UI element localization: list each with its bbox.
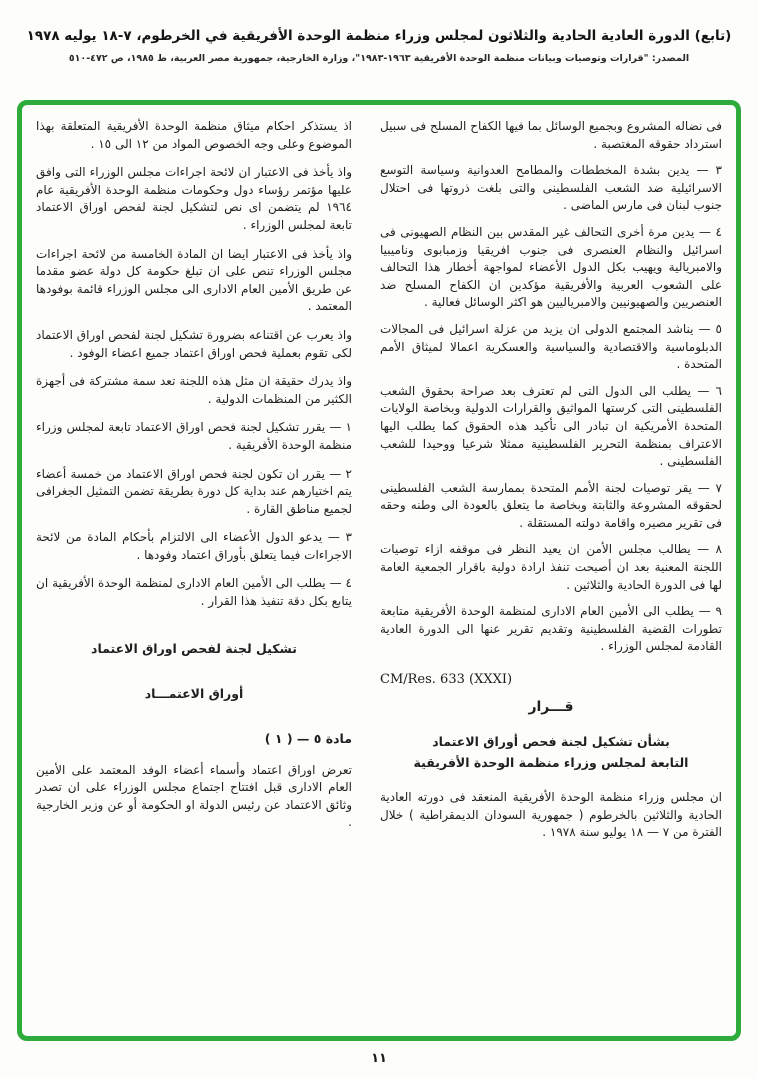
- session-title: (تابع) الدورة العادية الحادية والثلاثون لمجلس وزراء منظمة الوحدة الأفريقية في الخرطوم، ٧-١٨ يوليه ١٩٧٨: [26, 28, 732, 44]
- recital-3: واذ يأخذ فى الاعتبار ايضا ان المادة الخامسة من لائحة اجراءات مجلس الوزراء تنص على ان تبلغ حكومة كل دولة عضو مقدما عن طريق الأمين العام الادارى الى مجلس الوزراء قائمة بوفودها المعتمد .: [36, 246, 352, 314]
- closing-paragraph: تعرض اوراق اعتماد وأسماء أعضاء الوفد المعتمد على الأمين العام الادارى قبل افتتاح اجتماع مجلس الوزراء على ان تصدر وثائق الاعتماد عن رئيس الدولة او الحكومة أو عن وزير الخارجية .: [36, 762, 352, 830]
- page-number: ١١: [371, 1051, 387, 1066]
- recital-2: واذ يأخذ فى الاعتبار ان لائحة اجراءات مجلس الوزراء التى وافق عليها مؤتمر رؤساء دول وحكومات منظمة الوحدة الأفريقية عام ١٩٦٤ لم يتضمن اى نص لتشكيل لجنة لفحص اوراق الاعتماد تابعة لمجلس الوزراء .: [36, 165, 352, 232]
- operative-clause-4: ٤ — يطلب الى الأمين العام الادارى لمنظمة الوحدة الأفريقية ان يتابع بكل دقة تنفيذ هذا القرار .: [36, 576, 352, 609]
- resolution-subject-line1: بشأن تشكيل لجنة فحص أوراق الاعتماد: [432, 734, 670, 750]
- resolution-reference: CM/Res. 633 (XXXI): [380, 672, 513, 688]
- operative-clause-2: ٢ — يقرر ان تكون لجنة فحص اوراق الاعتماد من خمسة أعضاء يتم اختيارهم عند بداية كل دورة بطريقة تضمن التمثيل الجغرافى لجميع مناطق القارة .: [36, 466, 352, 516]
- left-column: [36, 118, 352, 1028]
- operative-clause-3: ٣ — يدعو الدول الأعضاء الى الالتزام بأحكام المادة من لائحة الاجراءات فيما يتعلق بأوراق اعتماد وفودها .: [36, 530, 352, 562]
- green-content-frame: [17, 100, 741, 1041]
- recital-1: اذ يستذكر احكام ميثاق منظمة الوحدة الأفريقية المتعلقة بهذا الموضوع وعلى وجه الخصوص المواد من ١٢ الى ١٥ .: [36, 119, 352, 151]
- continuation-paragraph: فى نضاله المشروع وبجميع الوسائل بما فيها الكفاح المسلح فى سبيل استرداد حقوقه المغتصبة .: [380, 119, 722, 151]
- resolution-subject-line2: التابعة لمجلس وزراء منظمة الوحدة الأفريقية: [413, 755, 689, 771]
- right-column: [380, 118, 722, 1028]
- clause-5: ٥ — يناشد المجتمع الدولى ان يزيد من عزلة اسرائيل فى المجالات الدبلوماسية والاقتصادية والسياسية والعسكرية اعمالا لميثاق الأمم المتحدة .: [380, 321, 722, 372]
- article-5-heading: مادة ٥ — ( ١ ): [264, 730, 352, 746]
- document-header: [22, 28, 736, 64]
- clause-7: ٧ — يقر توصيات لجنة الأمم المتحدة بممارسة الشعب الفلسطينى لحقوقه المشروعة والثابتة وبخاصة ما يتعلق بالعودة الى وطنه وحقه فى تقرير مصيره واقامة دولته المستقلة .: [380, 480, 722, 530]
- recital-5: واذ يدرك حقيقة ان مثل هذه اللجنة تعد سمة مشتركة فى أجهزة الكثير من المنظمات الدولية .: [36, 374, 352, 406]
- recital-4: واذ يعرب عن اقتناعه بضرورة تشكيل لجنة لفحص اوراق الاعتماد لكى تقوم بعملية فحص اوراق اعتماد جميع اعضاء الوفود .: [36, 327, 352, 360]
- resolution-word-heading: قـــرار: [528, 699, 574, 716]
- preamble-paragraph: ان مجلس وزراء منظمة الوحدة الأفريقية المنعقد فى دورته العادية الحادية والثلاثين بالخرطوم ( جمهورية السودان الديمقراطية ) خلال الفترة من ٧ — ١٨ يوليو سنة ١٩٧٨ .: [380, 790, 722, 840]
- two-column-layout: [36, 118, 722, 1028]
- clause-3: ٣ — يدين بشدة المخططات والمطامح العدوانية وسياسة التوسع الاسرائيلية ضد الشعب الفلسطينى والتى بلغت ذروتها فى احتلال جنوب لبنان فى مارس الماضى .: [380, 163, 722, 213]
- clause-6: ٦ — يطلب الى الدول التى لم تعترف بعد صراحة بحقوق الشعب الفلسطينى التى كرستها المواثيق والقرارات الدولية وبخاصة الولايات المتحدة الأمريكية ان تبادر الى تأكيد هذه الحقوق كما يطلب اليها الاعتراف بمنظمة التحرير الفلسطينية ممثلا شرعيا ووحيدا للشعب الفلسطينى .: [380, 383, 722, 469]
- clause-4: ٤ — يدين مرة أخرى التحالف غير المقدس بين النظام الصهيونى فى اسرائيل والنظام العنصرى فى جنوب افريقيا وزمبابوى وناميبيا والامبريالية ويهيب بكل الدول الأعضاء لمواجهة أخطار هذا التحالف على الشعوب العربية والأفريقية مؤكدين ان الكفاح المسلح ضد العنصريين والصهيونيين والامبرياليين هو اكثر الوسائل فعالية .: [380, 224, 722, 310]
- committee-formation-heading: تشكيل لجنة لفحص اوراق الاعتماد: [91, 640, 297, 656]
- operative-clause-1: ١ — يقرر تشكيل لجنة فحص اوراق الاعتماد تابعة لمجلس وزراء منظمة الوحدة الأفريقية .: [36, 420, 352, 452]
- credentials-heading: أوراق الاعتمـــاد: [144, 685, 244, 701]
- clause-9: ٩ — يطلب الى الأمين العام الادارى لمنظمة الوحدة الأفريقية متابعة تطورات القضية الفلسطينية وتقديم تقرير عنها الى الدورة العادية القادمة لمجلس الوزراء .: [380, 604, 722, 654]
- resolution-subject-heading: [380, 731, 722, 773]
- source-citation: المصدر: "قرارات وتوصيات وبيانات منظمة الوحدة الأفريقية ١٩٦٣-١٩٨٣"، وزارة الخارجية، جمهورية مصر العربية، ط ١٩٨٥، ص ٤٧٢-٥١٠: [68, 53, 690, 64]
- clause-8: ٨ — يطالب مجلس الأمن ان يعيد النظر فى موقفه ازاء توصيات اللجنة المعنية بعد ان أصبحت تنفذ ارادة دولية باقرار الجمعية العامة لها فى الدورة الحادية والثلاثين .: [380, 542, 722, 592]
